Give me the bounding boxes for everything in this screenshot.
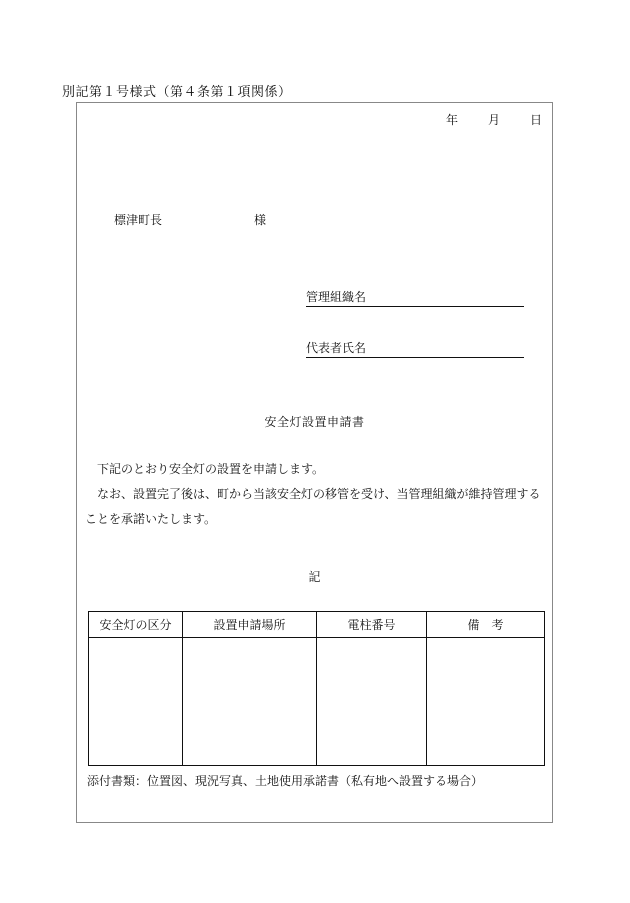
table-cell-category[interactable] — [89, 638, 183, 766]
form-number: 別記第１号様式（第４条第１項関係） — [62, 85, 292, 100]
table-row — [89, 638, 545, 766]
body-line-1: 下記のとおり安全灯の設置を申請します。 — [97, 462, 325, 476]
table-header-row — [89, 612, 545, 638]
ki-heading: 記 — [308, 570, 321, 584]
org-name-field — [306, 288, 524, 307]
org-name-label: 管理組織名 — [306, 290, 367, 304]
attachments-note: 添付書類：位置図、現況写真、土地使用承諾書（私有地へ設置する場合） — [87, 774, 484, 788]
addressee — [114, 211, 266, 228]
table-cell-location[interactable] — [183, 638, 317, 766]
table-header-location: 設置申請場所 — [183, 612, 317, 638]
table-cell-remarks[interactable] — [427, 638, 545, 766]
representative-label: 代表者氏名 — [306, 341, 367, 355]
date-month-label: 月 — [487, 113, 500, 127]
table-header-pole-number: 電柱番号 — [317, 612, 427, 638]
date-row — [446, 111, 542, 128]
table-cell-pole-number[interactable] — [317, 638, 427, 766]
body-line-2: なお、設置完了後は、町から当該安全灯の移管を受け、当管理組織が維持管理することを承諾いたします。 — [85, 487, 541, 526]
document-title: 安全灯設置申請書 — [264, 415, 365, 429]
addressee-honorific: 様 — [254, 213, 267, 227]
application-table — [88, 611, 545, 766]
addressee-mayor: 標津町長 — [114, 213, 163, 227]
body-text — [85, 457, 547, 532]
date-day-label: 日 — [529, 113, 542, 127]
representative-field — [306, 339, 524, 358]
date-year-label: 年 — [445, 113, 458, 127]
table-header-category: 安全灯の区分 — [89, 612, 183, 638]
application-form — [76, 102, 553, 823]
table-header-remarks: 備 考 — [427, 612, 545, 638]
